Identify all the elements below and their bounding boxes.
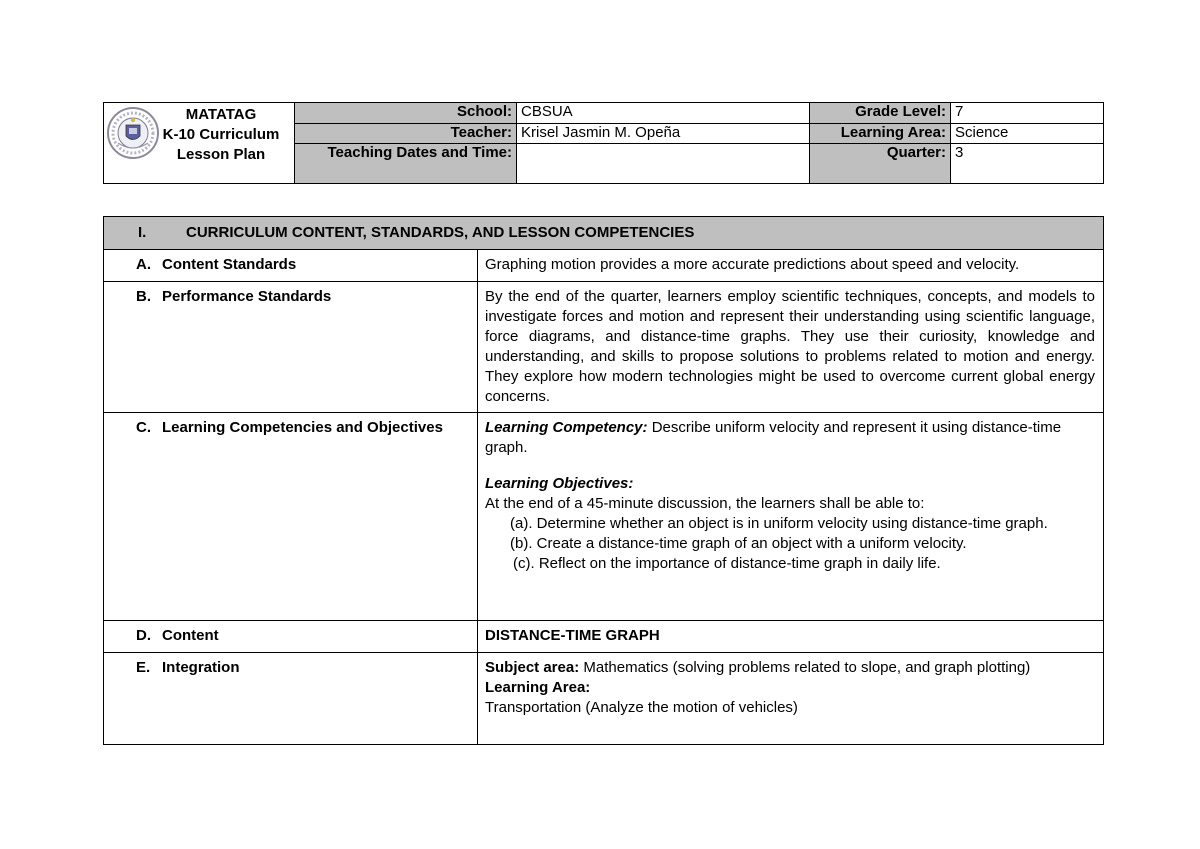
competency-text: Describe uniform velocity and represent it using distance-time graph. — [485, 419, 1062, 456]
row-label: Content Standards — [162, 256, 297, 273]
learning-area-label: Learning Area: — [810, 124, 951, 144]
integration-row — [104, 653, 1104, 745]
title-line-1: MATATAG — [185, 106, 257, 123]
content-standards-row — [104, 250, 1104, 282]
row-letter: C. — [136, 419, 151, 436]
teacher-label: Teacher: — [295, 124, 517, 144]
learning-competencies-row — [104, 413, 1104, 621]
logo-cell — [104, 103, 295, 184]
row-label: Learning Competencies and Objectives — [162, 419, 443, 436]
row-letter: E. — [136, 659, 151, 676]
subject-area-heading: Subject area: — [485, 659, 580, 676]
school-label: School: — [295, 103, 517, 124]
row-letter: B. — [136, 288, 151, 305]
learning-area-value: Science — [951, 124, 1104, 144]
competency-heading: Learning Competency: — [485, 419, 648, 436]
teacher-value: Krisel Jasmin M. Opeña — [517, 124, 810, 144]
grade-level-label: Grade Level: — [810, 103, 951, 124]
row-label: Integration — [162, 659, 240, 676]
section-heading-row — [104, 217, 1104, 250]
content-row — [104, 621, 1104, 653]
row-letter: D. — [136, 627, 151, 644]
learning-competency — [485, 418, 1095, 458]
row-letter: A. — [136, 256, 151, 273]
performance-standards-text: By the end of the quarter, learners employ scientific techniques, concepts, and models to investigate forces and motion and represent their understanding using scientific language, force diagrams, and distance-time graphs. They use their curiosity, knowledge and understanding, and skills to propose solutions to problems related to motion and energy. They explore how modern technologies might be used to overcome current global energy concerns. — [478, 282, 1104, 413]
teaching-dates-value — [517, 144, 810, 184]
row-label: Performance Standards — [162, 288, 332, 305]
learning-area-text: Transportation (Analyze the motion of vehicles) — [485, 699, 798, 716]
header-table — [103, 102, 1104, 184]
objectives-intro: At the end of a 45-minute discussion, the learners shall be able to: — [485, 495, 925, 512]
curriculum-table — [103, 216, 1104, 745]
subject-area-text: Mathematics (solving problems related to slope, and graph plotting) — [583, 659, 1031, 676]
objectives-heading: Learning Objectives: — [485, 475, 634, 492]
title-line-2: K-10 Curriculum — [162, 126, 280, 143]
performance-standards-row — [104, 282, 1104, 413]
section-number: I. — [138, 224, 147, 241]
subject-area — [485, 658, 1095, 678]
quarter-label: Quarter: — [810, 144, 951, 184]
objective-item: (b). Create a distance-time graph of an object with a uniform velocity. — [510, 535, 967, 552]
learning-area-heading: Learning Area: — [485, 679, 591, 696]
title-line-3: Lesson Plan — [176, 146, 266, 163]
section-title: CURRICULUM CONTENT, STANDARDS, AND LESSON COMPETENCIES — [186, 224, 695, 241]
row-label: Content — [162, 627, 219, 644]
objective-item: (c). Reflect on the importance of distance-time graph in daily life. — [513, 555, 941, 572]
objective-item: (a). Determine whether an object is in uniform velocity using distance-time graph. — [510, 515, 1048, 532]
content-text: DISTANCE-TIME GRAPH — [478, 621, 1104, 653]
objectives-list — [485, 514, 1095, 574]
grade-level-value: 7 — [951, 103, 1104, 124]
school-value: CBSUA — [517, 103, 810, 124]
content-standards-text: Graphing motion provides a more accurate predictions about speed and velocity. — [478, 250, 1104, 282]
quarter-value: 3 — [951, 144, 1104, 184]
teaching-dates-label: Teaching Dates and Time: — [295, 144, 517, 184]
